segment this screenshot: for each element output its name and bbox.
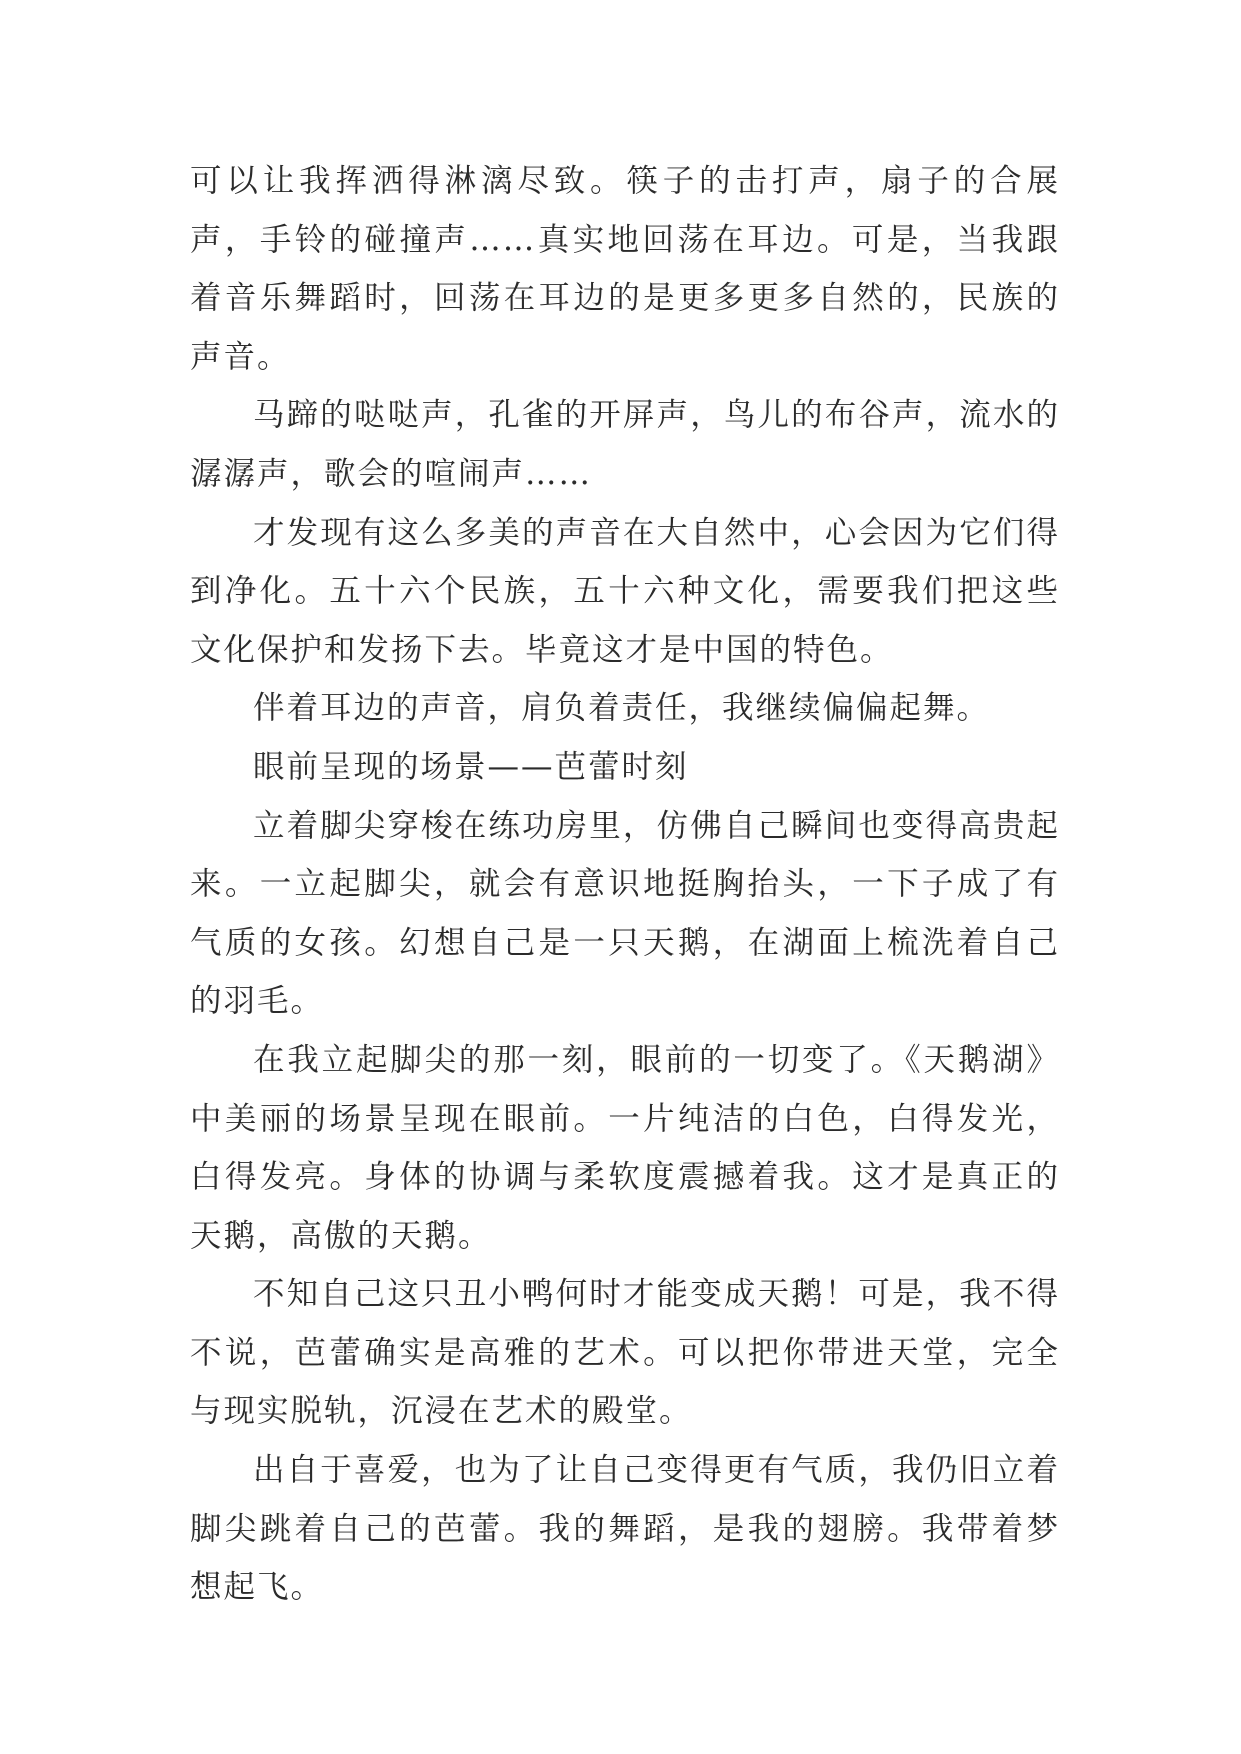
paragraph-2: 马蹄的哒哒声，孔雀的开屏声，鸟儿的布谷声，流水的潺潺声，歌会的喧闹声…… bbox=[190, 397, 1060, 492]
paragraph-6: 立着脚尖穿梭在练功房里，仿佛自己瞬间也变得高贵起来。一立起脚尖，就会有意识地挺胸抬头，一下子成了有气质的女孩。幻想自己是一只天鹅，在湖面上梳洗着自己的羽毛。 bbox=[190, 807, 1060, 1020]
document-body bbox=[190, 152, 1060, 1617]
paragraph-1: 可以让我挥洒得淋漓尽致。筷子的击打声，扇子的合展声，手铃的碰撞声……真实地回荡在耳边。可是，当我跟着音乐舞蹈时，回荡在耳边的是更多更多自然的，民族的声音。 bbox=[190, 163, 1060, 375]
paragraph-9: 出自于喜爱，也为了让自己变得更有气质，我仍旧立着脚尖跳着自己的芭蕾。我的舞蹈，是我的翅膀。我带着梦想起飞。 bbox=[190, 1452, 1060, 1606]
paragraph-3: 才发现有这么多美的声音在大自然中，心会因为它们得到净化。五十六个民族，五十六种文化，需要我们把这些文化保护和发扬下去。毕竟这才是中国的特色。 bbox=[190, 514, 1060, 668]
paragraph-7: 在我立起脚尖的那一刻，眼前的一切变了。《天鹅湖》中美丽的场景呈现在眼前。一片纯洁的白色，白得发光，白得发亮。身体的协调与柔软度震撼着我。这才是真正的天鹅，高傲的天鹅。 bbox=[190, 1041, 1060, 1254]
section-heading: 眼前呈现的场景——芭蕾时刻 bbox=[253, 748, 689, 785]
paragraph-8: 不知自己这只丑小鸭何时才能变成天鹅！可是，我不得不说，芭蕾确实是高雅的艺术。可以把你带进天堂，完全与现实脱轨，沉浸在艺术的殿堂。 bbox=[190, 1276, 1060, 1430]
paragraph-4: 伴着耳边的声音，肩负着责任，我继续偏偏起舞。 bbox=[253, 690, 991, 727]
